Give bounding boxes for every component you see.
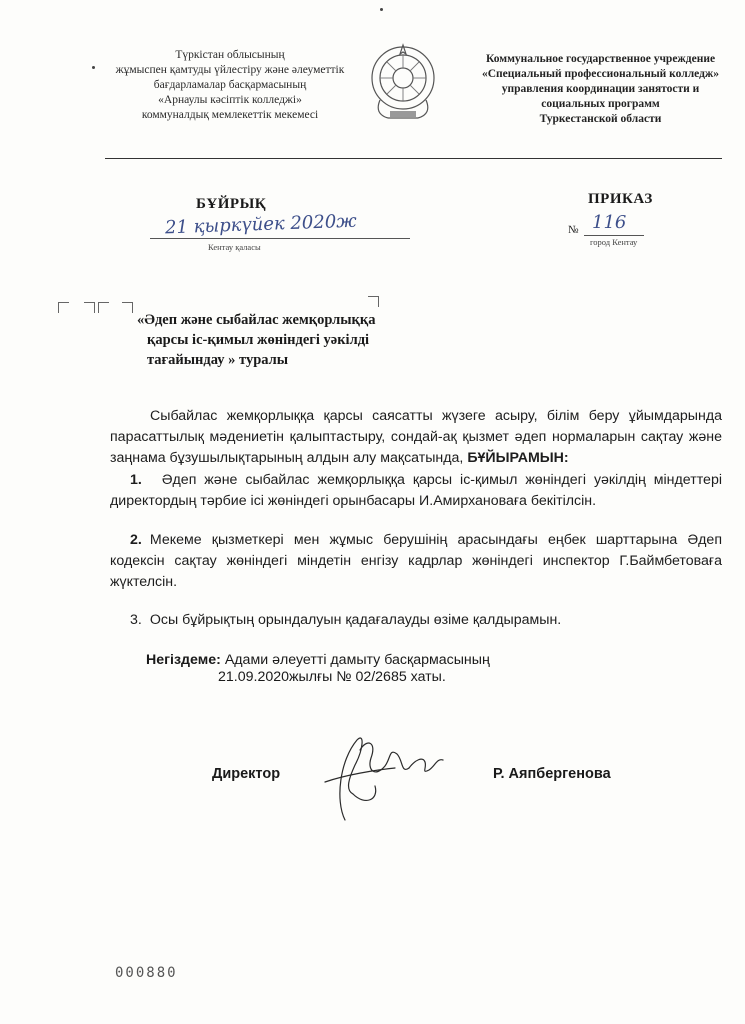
org-kk-line: жұмыспен қамтуды үйлестіру және әлеуметтік <box>115 64 345 76</box>
handwritten-number: 116 <box>592 212 627 233</box>
corner-mark <box>58 302 69 313</box>
item-2-number: 2. <box>130 532 142 548</box>
subject-line: «Әдеп және сыбайлас жемқорлыққа <box>137 312 376 328</box>
order-title-kk: БҰЙРЫҚ <box>196 196 267 212</box>
org-ru-line: Коммунальное государственное учреждение <box>485 53 716 65</box>
scan-speck <box>380 8 383 11</box>
item-1 <box>110 470 722 512</box>
scan-speck <box>92 66 95 69</box>
order-subject <box>137 310 437 370</box>
corner-mark <box>98 302 109 313</box>
item-3-number: 3. <box>130 612 142 628</box>
corner-mark <box>122 302 133 313</box>
basis-block <box>146 650 490 670</box>
item-2-text: Мекеме қызметкері мен жұмыс берушінің арасындағы еңбек шарттарына Әдеп кодексін сақтау жөніндегі міндетін енгізу кадрлар жөніндегі инспектор Г.Баймбетоваға жүктелсін. <box>110 532 722 590</box>
order-title-ru: ПРИКАЗ <box>588 191 653 207</box>
corner-mark <box>368 296 379 307</box>
intro-paragraph <box>110 406 722 469</box>
org-ru-line: «Специальный профессиональный колледж» <box>481 68 720 80</box>
subject-line: қарсы іс-қимыл жөніндегі уәкілді <box>147 332 370 348</box>
city-kk-caption: Кентау қаласы <box>208 242 261 252</box>
org-ru-line: управления координации занятости и <box>501 83 700 95</box>
item-2 <box>110 530 722 593</box>
item-1-number: 1. <box>130 472 142 488</box>
order-number-label: № <box>568 224 579 236</box>
header-org-kk <box>95 48 365 123</box>
subject-line: тағайындау » туралы <box>147 352 289 368</box>
handwritten-date: 21 қыркүйек 2020ж <box>164 210 358 239</box>
header-org-ru <box>478 52 723 127</box>
header-divider <box>105 158 722 159</box>
number-underline <box>584 235 644 236</box>
state-emblem-icon <box>368 40 438 122</box>
handwritten-signature <box>305 720 455 830</box>
intro-text: Сыбайлас жемқорлыққа қарсы саясатты жүзеге асыру, білім беру ұйымдарында парасаттылық мәдениетін қалыптастыру, сондай-ақ қызмет әдеп нормаларын сақтау және заңнама бұзушылықтарының алдын алу мақсатында, <box>110 408 722 466</box>
org-kk-line: «Арнаулы кәсіптік колледжі» <box>158 94 302 106</box>
city-ru-caption: город Кентау <box>590 237 638 247</box>
document-serial: 000880 <box>115 965 178 981</box>
org-ru-line: социальных программ <box>541 98 660 110</box>
org-kk-line: бағдарламалар басқармасының <box>153 79 307 91</box>
corner-mark <box>84 302 95 313</box>
signatory-title: Директор <box>212 766 281 782</box>
basis-label: Негіздеме: <box>146 652 221 668</box>
date-underline <box>150 238 410 239</box>
item-3 <box>110 610 722 631</box>
item-3-text: Осы бұйрықтың орындалуын қадағалауды өзіме қалдырамын. <box>149 612 562 628</box>
order-word: БҰЙЫРАМЫН: <box>467 450 569 466</box>
org-ru-line: Туркестанской области <box>539 113 662 125</box>
item-1-text: Әдеп және сыбайлас жемқорлыққа қарсы іс-қимыл жөніндегі уәкілдің міндеттері директордың тәрбие ісі жөніндегі орынбасары И.Амирхановаға бекітілсін. <box>110 472 722 509</box>
org-kk-line: Түркістан облысының <box>175 49 285 61</box>
basis-line-2: 21.09.2020жылғы № 02/2685 хаты. <box>218 669 446 685</box>
basis-line-1: Адами әлеуетті дамыту басқармасының <box>224 652 490 668</box>
org-kk-line: коммуналдық мемлекеттік мекемесі <box>141 109 319 121</box>
signatory-name: Р. Аяпбергенова <box>493 766 611 782</box>
